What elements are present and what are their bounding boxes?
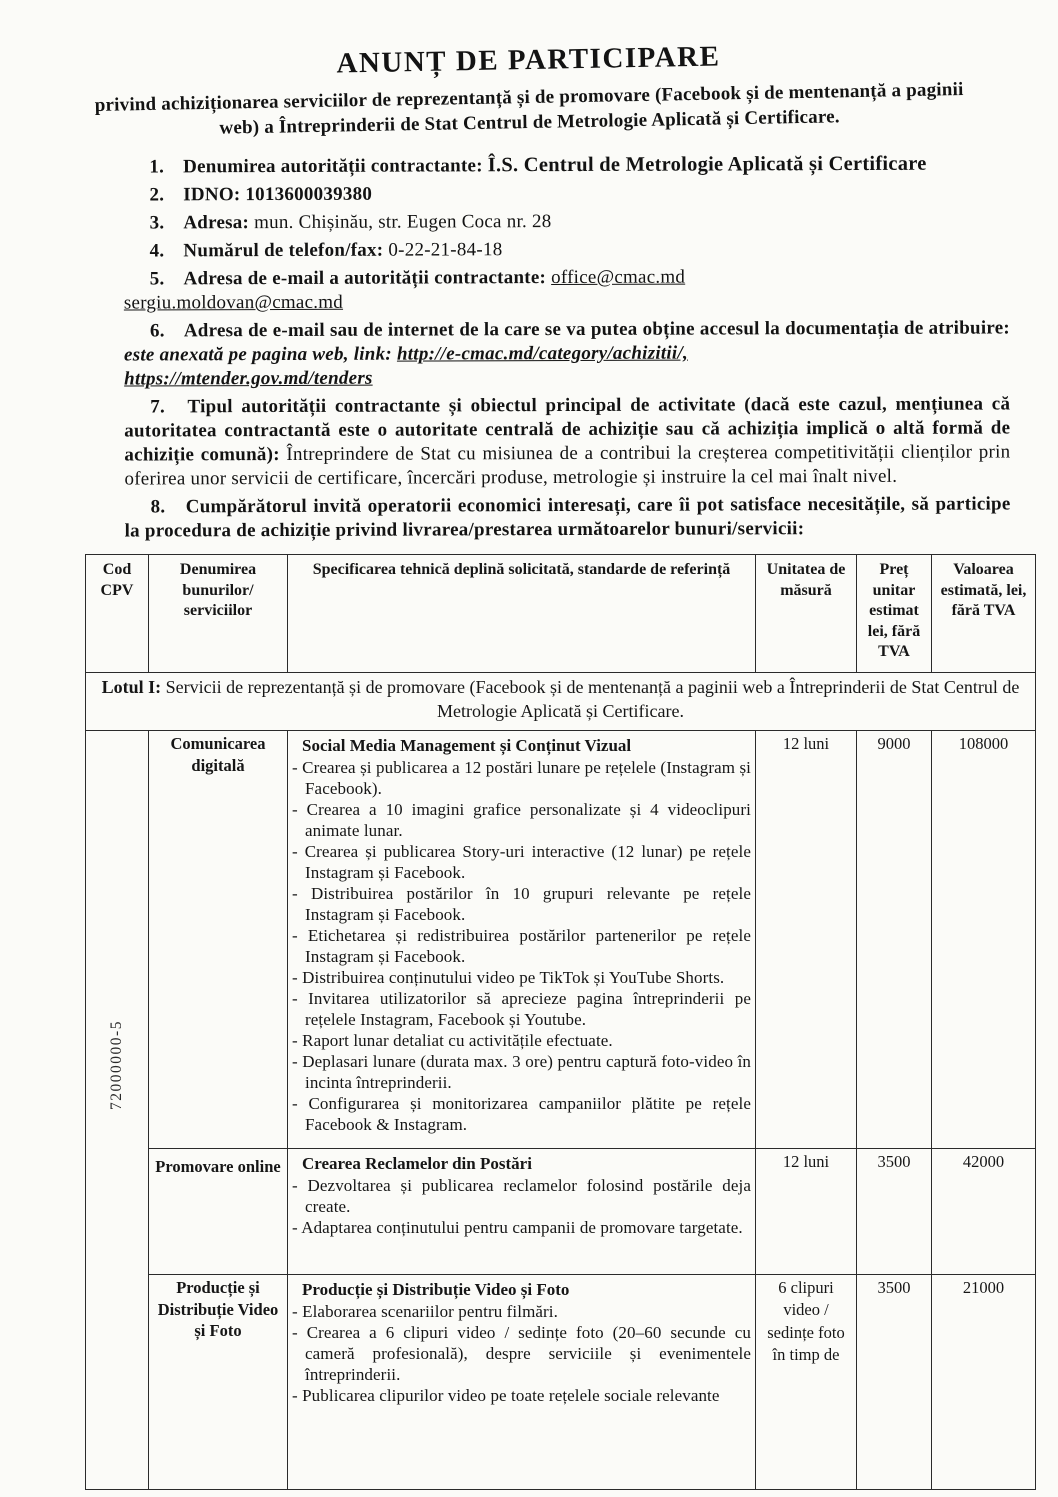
- estimated-value-cell: 108000: [932, 731, 1036, 1149]
- service-name-cell: Promovare online: [149, 1149, 288, 1275]
- item-number: 7.: [150, 396, 165, 418]
- spec-list: [292, 757, 751, 1135]
- table-header-row: [86, 555, 1036, 673]
- spec-bullet: - Crearea și publicarea Story-uri interactive (12 lunar) pe rețele Instagram și Facebook.: [292, 841, 751, 883]
- intro-list: [123, 152, 1010, 544]
- spec-title: Crearea Reclamelor din Postări: [302, 1154, 532, 1174]
- page-title: ANUNȚ DE PARTICIPARE: [336, 40, 721, 80]
- col-header-name: Denumirea bunurilor/ serviciilor: [149, 555, 288, 673]
- estimated-value-cell: 21000: [932, 1275, 1036, 1490]
- unit-cell: 12 luni: [756, 731, 857, 1149]
- table-row: [86, 1275, 1036, 1490]
- address-value: mun. Chișinău, str. Eugen Coca nr. 28: [254, 211, 552, 234]
- col-header-unit: Unitatea de măsură: [756, 555, 857, 673]
- spec-list: [292, 1175, 751, 1238]
- activity-description: Întreprindere de Stat cu misiunea de a contribui la creșterea competitivității clienților prin oferirea unor servicii de certificare, încercări produse, metrologie și instruire la cel mai înalt nivel.: [124, 441, 1011, 490]
- authority-name: Î.S. Centrul de Metrologie Aplicată și Certificare: [487, 152, 927, 177]
- attachment-note: este anexată pe pagina web, link:: [123, 343, 392, 366]
- item-number: 4.: [149, 240, 165, 262]
- unit-price-cell: 9000: [857, 731, 932, 1149]
- item-label: Denumirea autorității contractante:: [183, 155, 483, 178]
- procurement-table: [85, 554, 1036, 1490]
- service-name-cell: Comunicarea digitală: [149, 731, 288, 1149]
- spec-bullet: - Crearea și publicarea a 12 postări lunare pe rețelele (Instagram și Facebook).: [292, 757, 751, 799]
- spec-bullet: - Distribuirea postărilor în 10 grupuri relevante pe rețele Instagram și Facebook.: [292, 883, 751, 925]
- spec-bullet: - Crearea a 6 clipuri video / sedințe foto (20–60 secunde cu cameră profesională), despre serviciile și evenimentele întreprinderii.: [292, 1322, 751, 1385]
- item-label: Tipul autorității contractante și obiectul principal de activitate (dacă este cazul, mențiunea că autoritatea contractantă este o autoritate centrală de achiziție sau că achiziția implică o altă formă de achiziție comună):: [124, 393, 1011, 466]
- estimated-value-cell: 42000: [932, 1149, 1036, 1275]
- list-item-6: [124, 317, 1010, 392]
- spec-bullet: - Distribuirea conținutului video pe TikTok și YouTube Shorts.: [292, 967, 751, 988]
- col-header-cpv: Cod CPV: [86, 555, 149, 673]
- service-name-cell: Producție și Distribuție Video și Foto: [149, 1275, 288, 1490]
- col-header-spec: Specificarea tehnică deplină solicitată, standarde de referință: [288, 555, 756, 673]
- spec-cell: [288, 1275, 756, 1490]
- spec-list: [292, 1301, 751, 1406]
- list-item-3: [124, 209, 1010, 236]
- item-number: 1.: [149, 156, 165, 178]
- item-label: IDNO:: [183, 184, 241, 206]
- item-label: Adresa de e-mail a autorității contractante:: [183, 267, 547, 290]
- unit-cell: 6 clipuri video / sedințe foto în timp de: [756, 1275, 857, 1490]
- email-link-office[interactable]: office@cmac.md: [551, 266, 686, 289]
- list-item-5: [124, 265, 1010, 316]
- lot-title-row: [86, 673, 1036, 731]
- spec-bullet: - Dezvoltarea și publicarea reclamelor folosind postările deja create.: [292, 1175, 751, 1217]
- lot-label: Lotul I:: [101, 677, 162, 698]
- website-link-ecmac[interactable]: http://e-cmac.md/category/achizitii/,: [396, 342, 689, 365]
- item-label: Adresa de e-mail sau de internet de la care se va putea obține accesul la documentația de atribuire:: [183, 317, 1010, 342]
- table-row: [86, 731, 1036, 1149]
- spec-bullet: - Configurarea și monitorizarea campaniilor plătite pe rețele Facebook & Instagram.: [292, 1093, 751, 1135]
- spec-title: Social Media Management și Conținut Vizual: [302, 736, 632, 756]
- email-link-sergiu[interactable]: sergiu.moldovan@cmac.md: [123, 291, 344, 314]
- cpv-code-cell: [86, 731, 149, 1490]
- list-item-1: [123, 152, 1009, 180]
- item-label: Cumpărătorul invită operatorii economici interesați, care îi pot satisface necesitățile, să participe la procedura de achiziție privind livrarea/prestarea următoarelor bunuri/servicii:: [124, 493, 1011, 542]
- list-item-8: [125, 493, 1011, 544]
- cpv-code-vertical: 72000000-5: [108, 1019, 125, 1110]
- item-number: 8.: [150, 496, 166, 518]
- col-header-value: Valoarea estimată, lei, fără TVA: [932, 555, 1036, 673]
- item-number: 6.: [149, 320, 165, 342]
- lot-description: Servicii de reprezentanță și de promovare (Facebook și de mentenanță a paginii web a Întreprinderii de Stat Centrul de Metrologie Aplicată și Certificare.: [165, 677, 1020, 722]
- website-link-mtender[interactable]: https://mtender.gov.md/tenders: [124, 367, 373, 390]
- spec-bullet: - Deplasari lunare (durata max. 3 ore) pentru captură foto-video în incinta întreprinderii.: [292, 1051, 751, 1093]
- lot-title-cell: [86, 673, 1036, 731]
- spec-bullet: - Publicarea clipurilor video pe toate rețelele sociale relevante: [292, 1385, 751, 1406]
- col-header-price: Preț unitar estimat lei, fără TVA: [857, 555, 932, 673]
- spec-bullet: - Adaptarea conținutului pentru campanii de promovare targetate.: [292, 1217, 751, 1238]
- phone-value: 0-22-21-84-18: [388, 239, 503, 261]
- document-header: [0, 34, 1058, 145]
- unit-price-cell: 3500: [857, 1275, 932, 1490]
- item-number: 5.: [149, 268, 165, 290]
- table-row: [86, 1149, 1036, 1275]
- list-item-2: [123, 181, 1009, 208]
- spec-cell: [288, 731, 756, 1149]
- spec-bullet: - Crearea a 10 imagini grafice personalizate și 4 videoclipuri animate lunar.: [292, 799, 751, 841]
- item-label: Adresa:: [183, 212, 250, 234]
- spec-bullet: - Invitarea utilizatorilor să aprecieze pagina întreprinderii pe rețelele Instagram, Facebook și Youtube.: [292, 988, 751, 1030]
- list-item-7: [124, 393, 1010, 492]
- unit-cell: 12 luni: [756, 1149, 857, 1275]
- item-number: 3.: [149, 212, 165, 234]
- spec-title: Producție și Distribuție Video și Foto: [302, 1280, 570, 1300]
- unit-price-cell: 3500: [857, 1149, 932, 1275]
- document-subtitle: privind achiziționarea serviciilor de reprezentanță și de promovare (Facebook și de mentenanță a paginii web) a Întreprinderii de Stat Centrul de Metrologie Aplicată și Certificare.: [94, 79, 964, 139]
- spec-cell: [288, 1149, 756, 1275]
- spec-bullet: - Elaborarea scenariilor pentru filmări.: [292, 1301, 751, 1322]
- list-item-4: [124, 237, 1010, 264]
- spec-bullet: - Etichetarea și redistribuirea postărilor partenerilor pe rețele Instagram și Facebook.: [292, 925, 751, 967]
- item-number: 2.: [149, 184, 165, 206]
- spec-bullet: - Raport lunar detaliat cu activitățile efectuate.: [292, 1030, 751, 1051]
- idno-value: 1013600039380: [245, 183, 373, 206]
- item-label: Numărul de telefon/fax:: [183, 239, 384, 262]
